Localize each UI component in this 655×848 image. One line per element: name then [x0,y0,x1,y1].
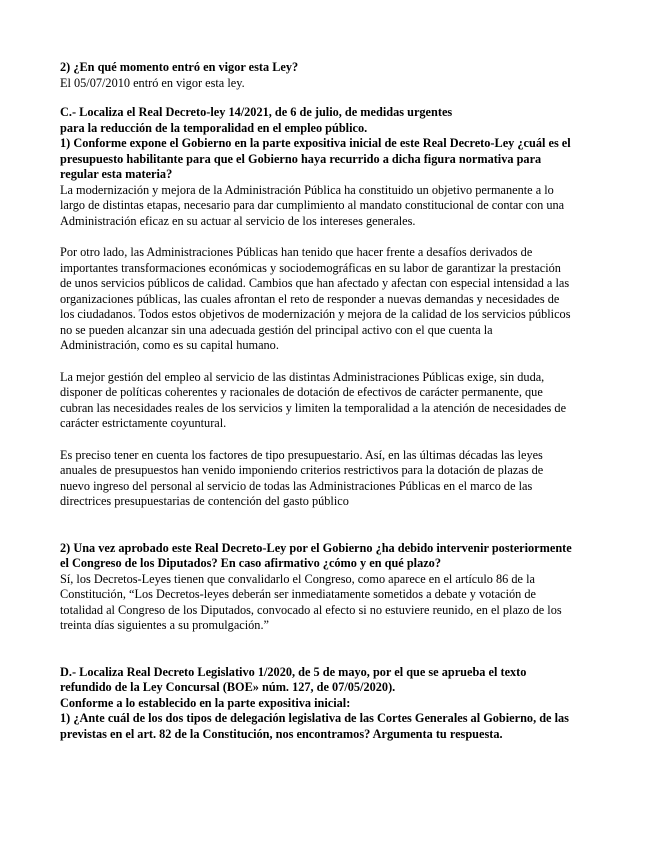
section-c-heading: C.- Localiza el Real Decreto-ley 14/2021, de 6 de julio, de medidas urgentes para la reducción de la temporalidad en el empleo público. [60,105,453,135]
question-b2: 2) ¿En qué momento entró en vigor esta Ley? [60,60,299,74]
answer-c2: Sí, los Decretos-Leyes tienen que convalidarlo el Congreso, como aparece en el artículo 86 de la Constitución, “Los Decretos-leyes deberán ser inmediatamente sometidos a debate y votación de totalidad al Congreso de los Diputados, convocado al efecto si no estuviere reunido, en el plazo de los treinta días siguientes a su promulgación.” [60,571,562,632]
answer-b2: El 05/07/2010 entró en vigor esta ley. [60,75,245,90]
question-c2: 2) Una vez aprobado este Real Decreto-Ley por el Gobierno ¿ha debido intervenir posteriormente el Congreso de los Diputados? En caso afirmativo ¿cómo y en qué plazo? [60,540,572,570]
document-page [60,60,600,742]
section-d-heading: D.- Localiza Real Decreto Legislativo 1/2020, de 5 de mayo, por el que se aprueba el texto refundido de la Ley Concursal (BOE» núm. 127, de 07/05/2020). [60,664,527,694]
answer-c1-paragraph-3: La mejor gestión del empleo al servicio de las distintas Administraciones Públicas exige, sin duda, disponer de políticas coherentes y racionales de dotación de efectivos de carácter permanente, que cubran las necesidades reales de los servicios y limiten la temporalidad a la atención de necesidades de carácter estrictamente coyuntural. [60,369,567,430]
question-c1: 1) Conforme expone el Gobierno en la parte expositiva inicial de este Real Decreto-Ley ¿cuál es el presupuesto habilitante para que el Gobierno haya recurrido a dicha figura normativa para regular esta materia? [60,136,571,181]
answer-c1-paragraph-2: Por otro lado, las Administraciones Públicas han tenido que hacer frente a desafíos derivados de importantes transformaciones económicas y sociodemográficas en su labor de garantizar la prestación de unos servicios públicos de calidad. Cambios que han afectado y afectan con especial intensidad a las organizaciones públicas, las cuales afrontan el reto de responder a nuevas demandas y necesidades de los ciudadanos. Todos estos objetivos de modernización y mejora de la calidad de los servicios públicos no se pueden alcanzar sin una adecuada gestión del principal activo con el que cuenta la Administración, como es su capital humano. [60,245,571,352]
section-d-intro: Conforme a lo establecido en la parte expositiva inicial: [60,695,351,710]
answer-c1-paragraph-4: Es preciso tener en cuenta los factores de tipo presupuestario. Así, en las últimas décadas las leyes anuales de presupuestos han venido imponiendo criterios restrictivos para la dotación de plazas de nuevo ingreso del personal al servicio de todas las Administraciones Públicas en el marco de las directrices presupuestarias de contención del gasto público [60,447,544,508]
answer-c1-paragraph-1: La modernización y mejora de la Administración Pública ha constituido un objetivo permanente a lo largo de distintas etapas, necesario para dar cumplimiento al mandato constitucional de contar con una Administración eficaz en su actuar al servicio de los intereses generales. [60,182,565,228]
question-d1: 1) ¿Ante cuál de los dos tipos de delegación legislativa de las Cortes Generales al Gobierno, de las previstas en el art. 82 de la Constitución, nos encontramos? Argumenta tu respuesta. [60,711,569,741]
